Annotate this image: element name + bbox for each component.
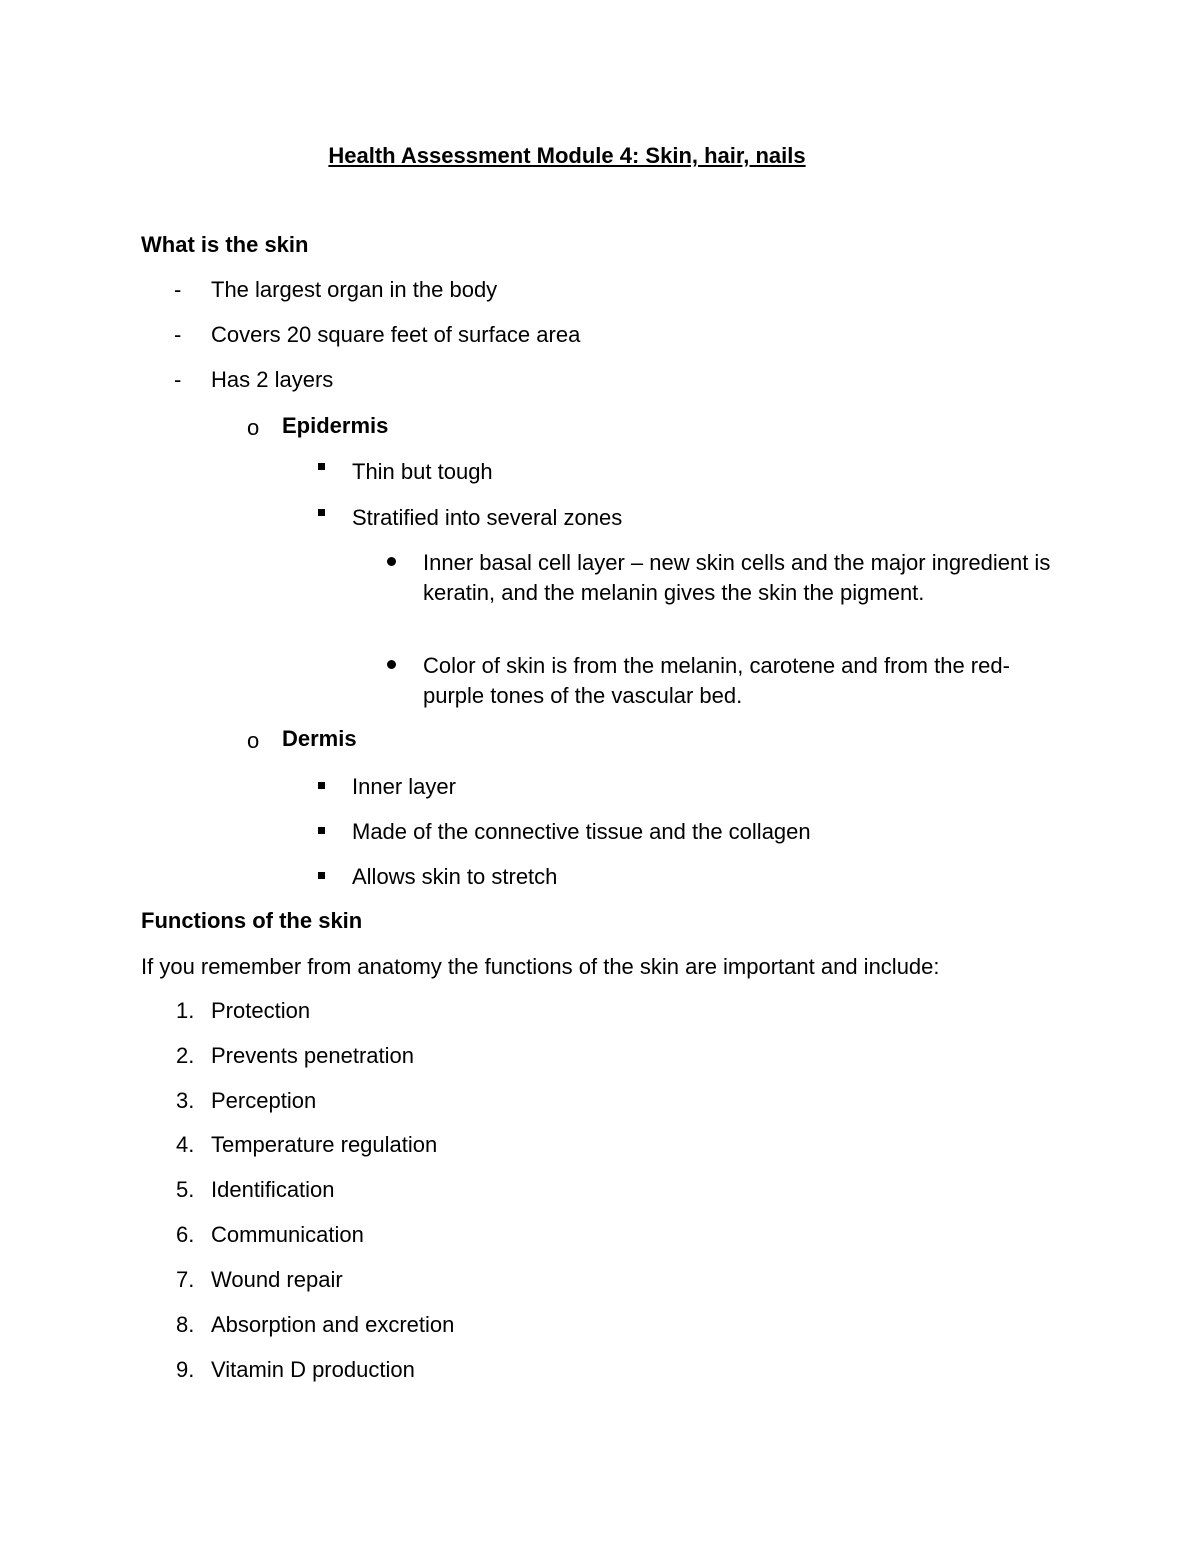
list-item: Made of the connective tissue and the collagen — [352, 819, 811, 844]
square-bullet — [318, 782, 325, 789]
list-number: 9. — [176, 1357, 195, 1382]
list-number: 3. — [176, 1088, 195, 1113]
list-item: Temperature regulation — [211, 1132, 438, 1157]
list-item: Allows skin to stretch — [352, 864, 558, 889]
dash-bullet: - — [174, 367, 182, 392]
list-number: 8. — [176, 1312, 195, 1337]
section-heading-what-is-skin: What is the skin — [141, 232, 309, 257]
square-bullet — [318, 463, 325, 470]
list-number: 5. — [176, 1177, 195, 1202]
list-item: Stratified into several zones — [352, 505, 623, 530]
list-item: Communication — [211, 1222, 364, 1247]
list-item: The largest organ in the body — [211, 277, 498, 302]
list-number: 7. — [176, 1267, 195, 1292]
list-item-paragraph: Color of skin is from the melanin, carotene and from the red-purple tones of the vascular bed. — [423, 653, 1010, 708]
square-bullet — [318, 509, 325, 516]
square-bullet — [318, 872, 325, 879]
list-item: Covers 20 square feet of surface area — [211, 322, 581, 347]
list-item: Identification — [211, 1177, 335, 1202]
intro-text: If you remember from anatomy the functions of the skin are important and include: — [141, 954, 940, 979]
list-number: 6. — [176, 1222, 195, 1247]
list-item: Absorption and excretion — [211, 1312, 455, 1337]
list-item: Perception — [211, 1088, 317, 1113]
list-item: Prevents penetration — [211, 1043, 415, 1068]
dermis-label: Dermis — [282, 726, 357, 751]
square-bullet — [318, 827, 325, 834]
round-bullet — [387, 660, 396, 669]
list-item: Inner layer — [352, 774, 456, 799]
list-item-paragraph: Inner basal cell layer – new skin cells and the major ingredient is keratin, and the melanin gives the skin the pigment. — [423, 550, 1051, 605]
epidermis-label: Epidermis — [282, 413, 389, 438]
round-bullet — [387, 557, 396, 566]
list-number: 1. — [176, 998, 195, 1023]
list-item: Protection — [211, 998, 311, 1023]
dash-bullet: - — [174, 277, 182, 302]
list-item: Has 2 layers — [211, 367, 334, 392]
list-item: Wound repair — [211, 1267, 343, 1292]
list-number: 2. — [176, 1043, 195, 1068]
list-number: 4. — [176, 1132, 195, 1157]
circle-bullet: o — [247, 728, 260, 753]
page-title: Health Assessment Module 4: Skin, hair, nails — [328, 143, 806, 168]
circle-bullet: o — [247, 415, 260, 440]
list-item: Vitamin D production — [211, 1357, 415, 1382]
section-heading-functions: Functions of the skin — [141, 908, 363, 933]
dash-bullet: - — [174, 322, 182, 347]
list-item: Thin but tough — [352, 459, 493, 484]
